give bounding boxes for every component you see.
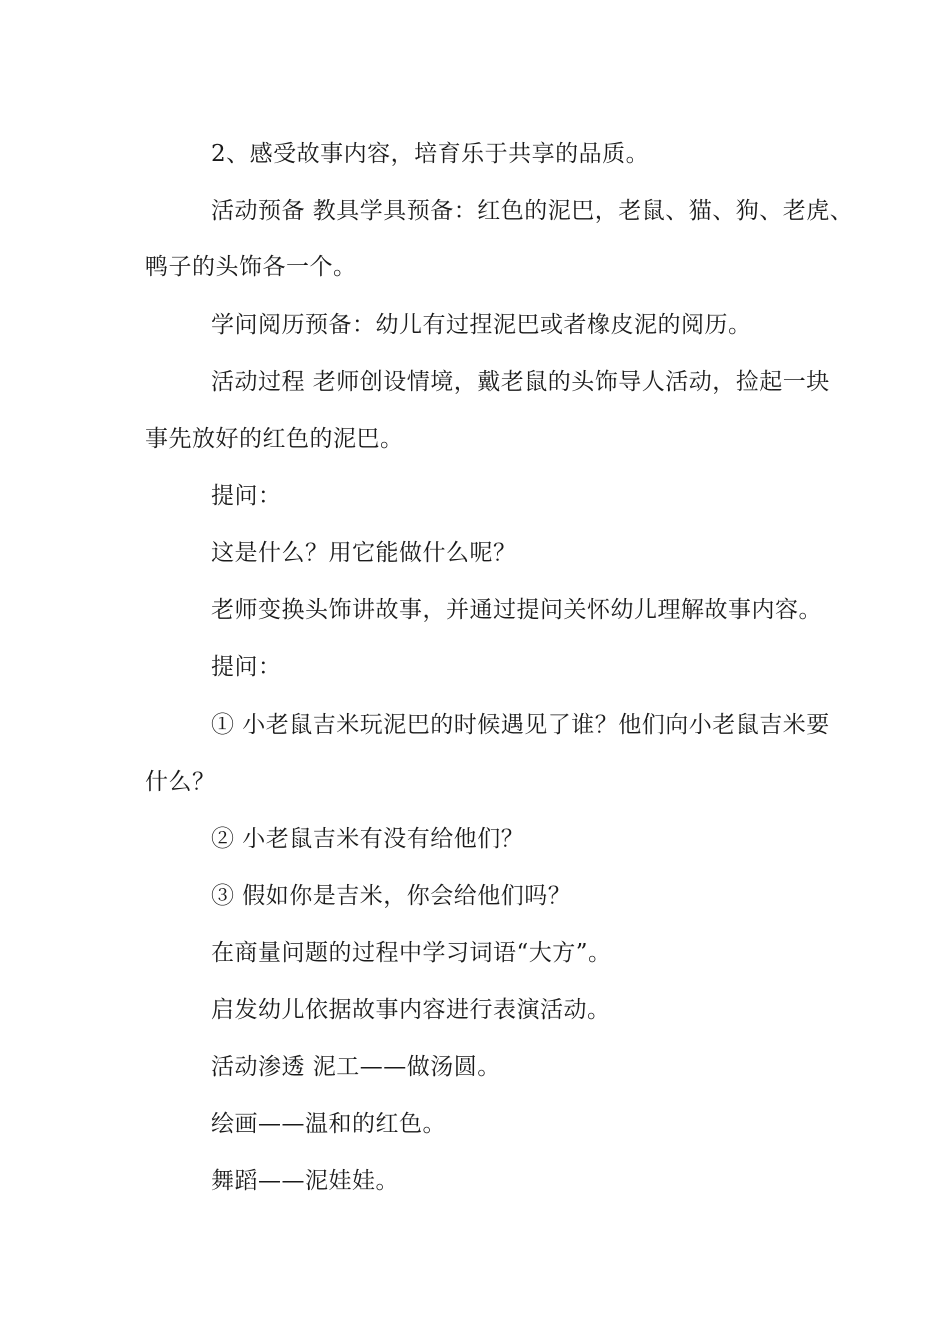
paragraph-vocabulary: 在商量问题的过程中学习词语“大方”。 — [211, 940, 612, 966]
question-what: 这是什么？用它能做什么呢？ — [211, 540, 517, 566]
paragraph-goal-2: 2、感受故事内容，培育乐于共享的品质。 — [211, 141, 650, 167]
paragraph-experience: 学问阅历预备：幼儿有过捏泥巴或者橡皮泥的阅历。 — [211, 312, 752, 338]
question-label: 提问： — [211, 483, 282, 509]
extension-dance: 舞蹈——泥娃娃。 — [211, 1168, 399, 1194]
extension-painting: 绘画——温和的红色。 — [211, 1111, 446, 1137]
paragraph-materials-cont: 鸭子的头饰各一个。 — [145, 254, 357, 280]
paragraph-storytelling: 老师变换头饰讲故事，并通过提问关怀幼儿理解故事内容。 — [211, 597, 822, 623]
paragraph-process: 活动过程 老师创设情境，戴老鼠的头饰导人活动，捡起一块 — [211, 369, 830, 395]
paragraph-materials: 活动预备 教具学具预备：红色的泥巴，老鼠、猫、狗、老虎、 — [211, 198, 854, 224]
paragraph-process-cont: 事先放好的红色的泥巴。 — [145, 426, 404, 452]
question-label-2: 提问： — [211, 654, 282, 680]
question-1-cont: 什么？ — [145, 769, 216, 795]
question-1: ① 小老鼠吉米玩泥巴的时候遇见了谁？他们向小老鼠吉米要 — [211, 712, 830, 738]
paragraph-performance: 启发幼儿依据故事内容进行表演活动。 — [211, 997, 611, 1023]
question-3: ③ 假如你是吉米，你会给他们吗？ — [211, 883, 572, 909]
extension-clay: 活动渗透 泥工——做汤圆。 — [211, 1054, 501, 1080]
question-2: ② 小老鼠吉米有没有给他们？ — [211, 826, 525, 852]
